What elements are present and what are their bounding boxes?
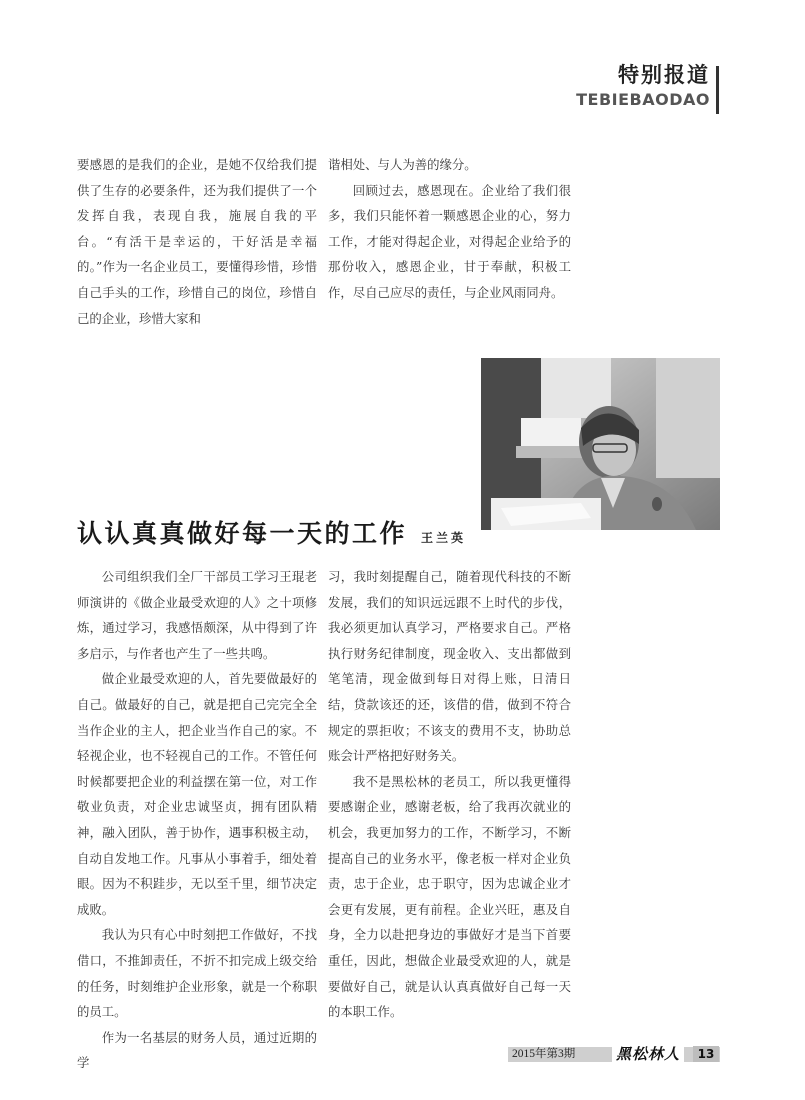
paragraph: 做企业最受欢迎的人，首先要做最好的自己。做最好的自己，就是把自己完完全全当作企业的主人，把企业当作自己的家。不轻视企业，也不轻视自己的工作。不管任何时候都要把企业的利益摆在第一位，对工作敬业负责，对企业忠诚坚贞，拥有团队精神，融入团队，善于协作，遇事积极主动，自动自发地工作。凡事从小事着手，细处着眼。因为不积跬步，无以至千里，细节决定成败。: [77, 671, 317, 917]
section-title-en: TEBIEBAODAO: [576, 90, 710, 109]
author-photo: [481, 358, 720, 530]
section-divider: [716, 66, 719, 114]
article-column-2: [328, 564, 571, 1025]
paragraph: 公司组织我们全厂干部员工学习王琨老师演讲的《做企业最受欢迎的人》之十项修炼，通过学习，我感悟颇深，从中得到了许多启示，与作者也产生了一些共鸣。: [77, 569, 317, 661]
article-column-1: [77, 564, 317, 1076]
paragraph: 回顾过去，感恩现在。企业给了我们很多，我们只能怀着一颗感恩企业的心，努力工作，才能对得起企业，对得起企业给予的那份收入，感恩企业，甘于奉献，积极工作，尽自己应尽的责任，与企业风雨同舟。: [328, 182, 571, 300]
magazine-logo: 黑松林人: [612, 1044, 684, 1064]
paragraph: 要感恩的是我们的企业，是她不仅给我们提供了生存的必要条件，还为我们提供了一个发挥自我，表现自我，施展自我的平台。“有活干是幸运的，干好活是幸福的。”作为一名企业员工，要懂得珍惜，珍惜自己手头的工作，珍惜自己的岗位，珍惜自己的企业，珍惜大家和: [77, 157, 317, 326]
paragraph: 习，我时刻提醒自己，随着现代科技的不断发展，我们的知识远远跟不上时代的步伐，我必须更加认真学习，严格要求自己。严格执行财务纪律制度，现金收入、支出都做到笔笔清，现金做到每日对得上账，日清日结，贷款该还的还，该借的借，做到不符合规定的票拒收；不该支的费用不支，协助总账会计严格把好财务关。: [328, 569, 571, 764]
page-footer: [508, 1044, 720, 1064]
paragraph: 我不是黑松林的老员工，所以我更懂得要感谢企业，感谢老板，给了我再次就业的机会，我更加努力的工作，不断学习，不断提高自己的业务水平，像老板一样对企业负责，忠于企业，忠于职守，因为忠诚企业才会更有发展，更有前程。企业兴旺，惠及自身，全力以赴把身边的事做好才是当下首要重任，因此，想做企业最受欢迎的人，就是要做好自己，就是认认真真做好自己每一天的本职工作。: [328, 773, 571, 1020]
article-author: 王兰英: [421, 531, 467, 545]
article-title-row: [77, 514, 497, 554]
section-title-cn: 特别报道: [618, 63, 710, 87]
article-title: 认认真真做好每一天的工作: [77, 519, 408, 548]
section-header: [576, 62, 710, 110]
issue-label: 2015年第3期: [512, 1048, 576, 1060]
top-article-column-1: [77, 152, 317, 331]
page-number: 13: [693, 1046, 719, 1062]
paragraph: 作为一名基层的财务人员，通过近期的学: [77, 1029, 317, 1071]
top-article-column-2: [328, 152, 571, 306]
paragraph: 我认为只有心中时刻把工作做好，不找借口，不推卸责任，不折不扣完成上级交给的任务，时刻维护企业形象，就是一个称职的员工。: [77, 927, 317, 1020]
paragraph: 谐相处、与人为善的缘分。: [328, 157, 477, 172]
